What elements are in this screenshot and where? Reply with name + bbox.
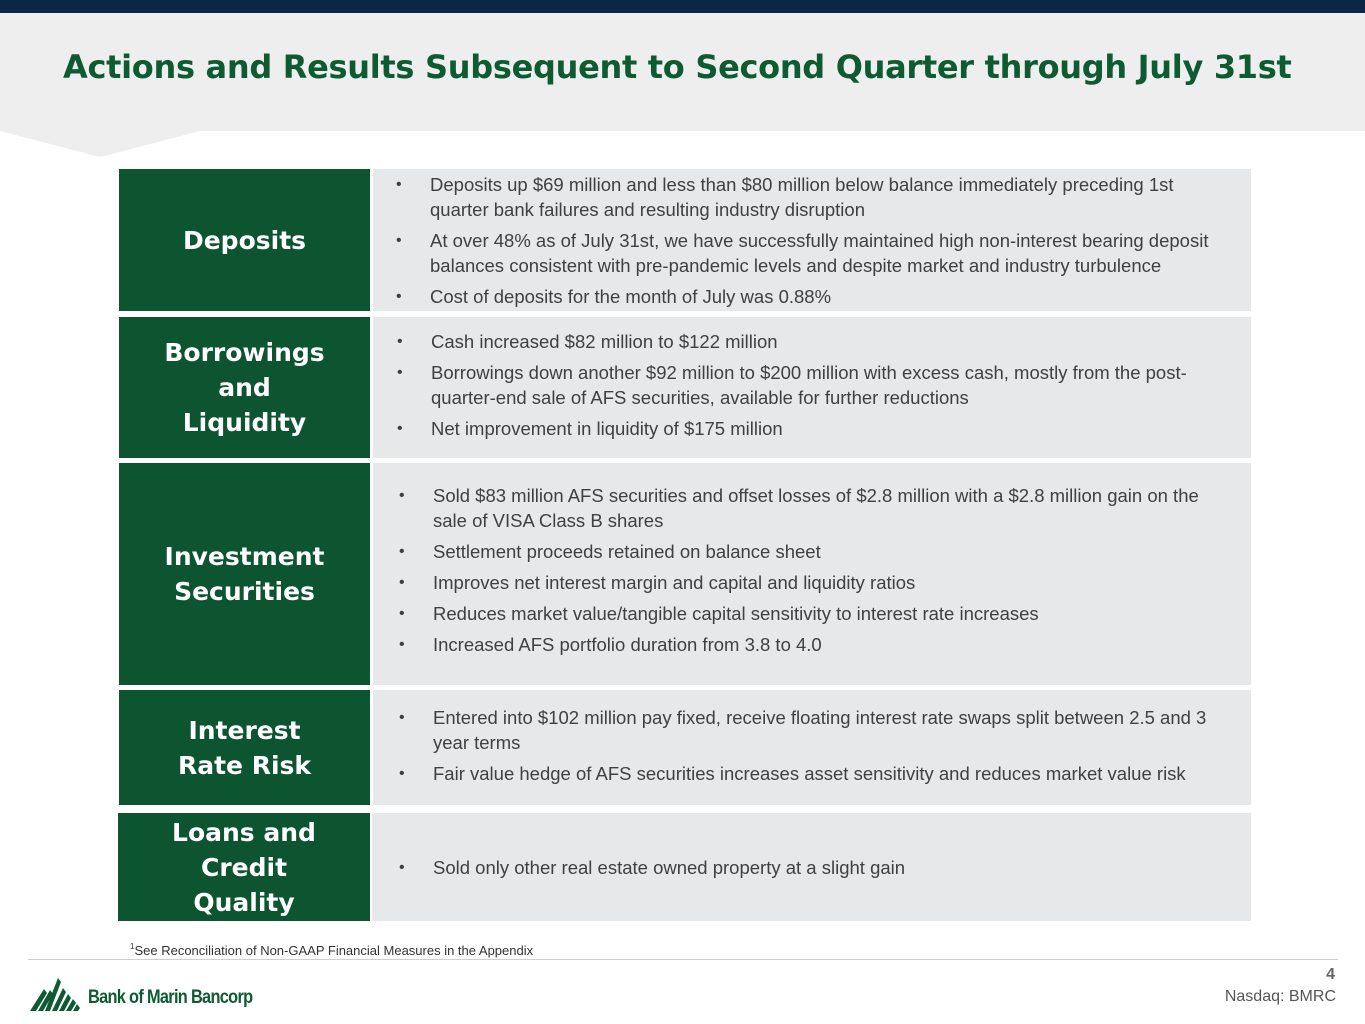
mountain-logo-icon: [30, 974, 82, 1012]
header-notch: [0, 131, 200, 157]
bullet-item: • Entered into $102 million pay fixed, receive floating interest rate swaps split between 2.5 and 3 year terms: [399, 707, 1207, 753]
bullet-item: • Net improvement in liquidity of $175 million: [397, 417, 783, 439]
bullet-item: • Cost of deposits for the month of July was 0.88%: [396, 285, 832, 307]
bullet-item: • Settlement proceeds retained on balance sheet: [399, 541, 821, 562]
row-body: [373, 690, 1251, 805]
row-deposits: [119, 169, 1251, 311]
bullet-item: • Increased AFS portfolio duration from 3.8 to 4.0: [399, 634, 822, 655]
bullet-item: • Deposits up $69 million and less than $80 million below balance immediately preceding 1st quarter bank failures and resulting industry disruption: [396, 173, 1174, 220]
bullet-item: • Sold only other real estate owned property at a slight gain: [399, 856, 906, 878]
row-body: [373, 169, 1251, 311]
bullet-item: • Improves net interest margin and capital and liquidity ratios: [399, 572, 916, 593]
stock-ticker: Nasdaq: BMRC: [1224, 988, 1336, 1005]
bullet-item: • At over 48% as of July 31st, we have successfully maintained high non-interest bearing deposit balances consistent with pre-pandemic levels and despite market and industry turbulence: [396, 229, 1209, 276]
row-loans-credit-quality: [118, 813, 1251, 921]
page-title: Actions and Results Subsequent to Second Quarter through July 31st: [63, 48, 1292, 86]
footnote: [130, 942, 533, 958]
row-label: Loans and Credit Quality: [118, 813, 370, 921]
row-label: Deposits: [119, 169, 370, 311]
row-label: Investment Securities: [119, 463, 370, 685]
row-investment-securities: [119, 463, 1251, 685]
bullet-item: • Sold $83 million AFS securities and offset losses of $2.8 million with a $2.8 million gain on the sale of VISA Class B shares: [399, 485, 1199, 531]
footnote-marker: 1: [130, 942, 135, 951]
row-label: Borrowings and Liquidity: [119, 317, 370, 458]
bullet-item: • Reduces market value/tangible capital sensitivity to interest rate increases: [399, 603, 1039, 624]
row-borrowings-liquidity: [119, 317, 1251, 458]
top-bar: [0, 0, 1365, 13]
row-interest-rate-risk: [119, 690, 1251, 805]
row-label: Interest Rate Risk: [119, 690, 370, 805]
row-body: [373, 317, 1251, 458]
company-logo: [30, 974, 279, 1012]
footer-divider: [28, 959, 1338, 960]
bullet-item: • Cash increased $82 million to $122 million: [397, 330, 778, 352]
bullet-item: • Fair value hedge of AFS securities increases asset sensitivity and reduces market value risk: [399, 763, 1186, 784]
footnote-text: See Reconciliation of Non-GAAP Financial Measures in the Appendix: [134, 943, 534, 958]
page-number: 4: [1326, 966, 1335, 983]
bullet-item: • Borrowings down another $92 million to $200 million with excess cash, mostly from the post-quarter-end sale of AFS securities, available for further reductions: [397, 361, 1187, 408]
row-body: [373, 463, 1251, 685]
logo-text: Bank of Marin Bancorp: [88, 987, 253, 1008]
row-body: [372, 813, 1251, 921]
